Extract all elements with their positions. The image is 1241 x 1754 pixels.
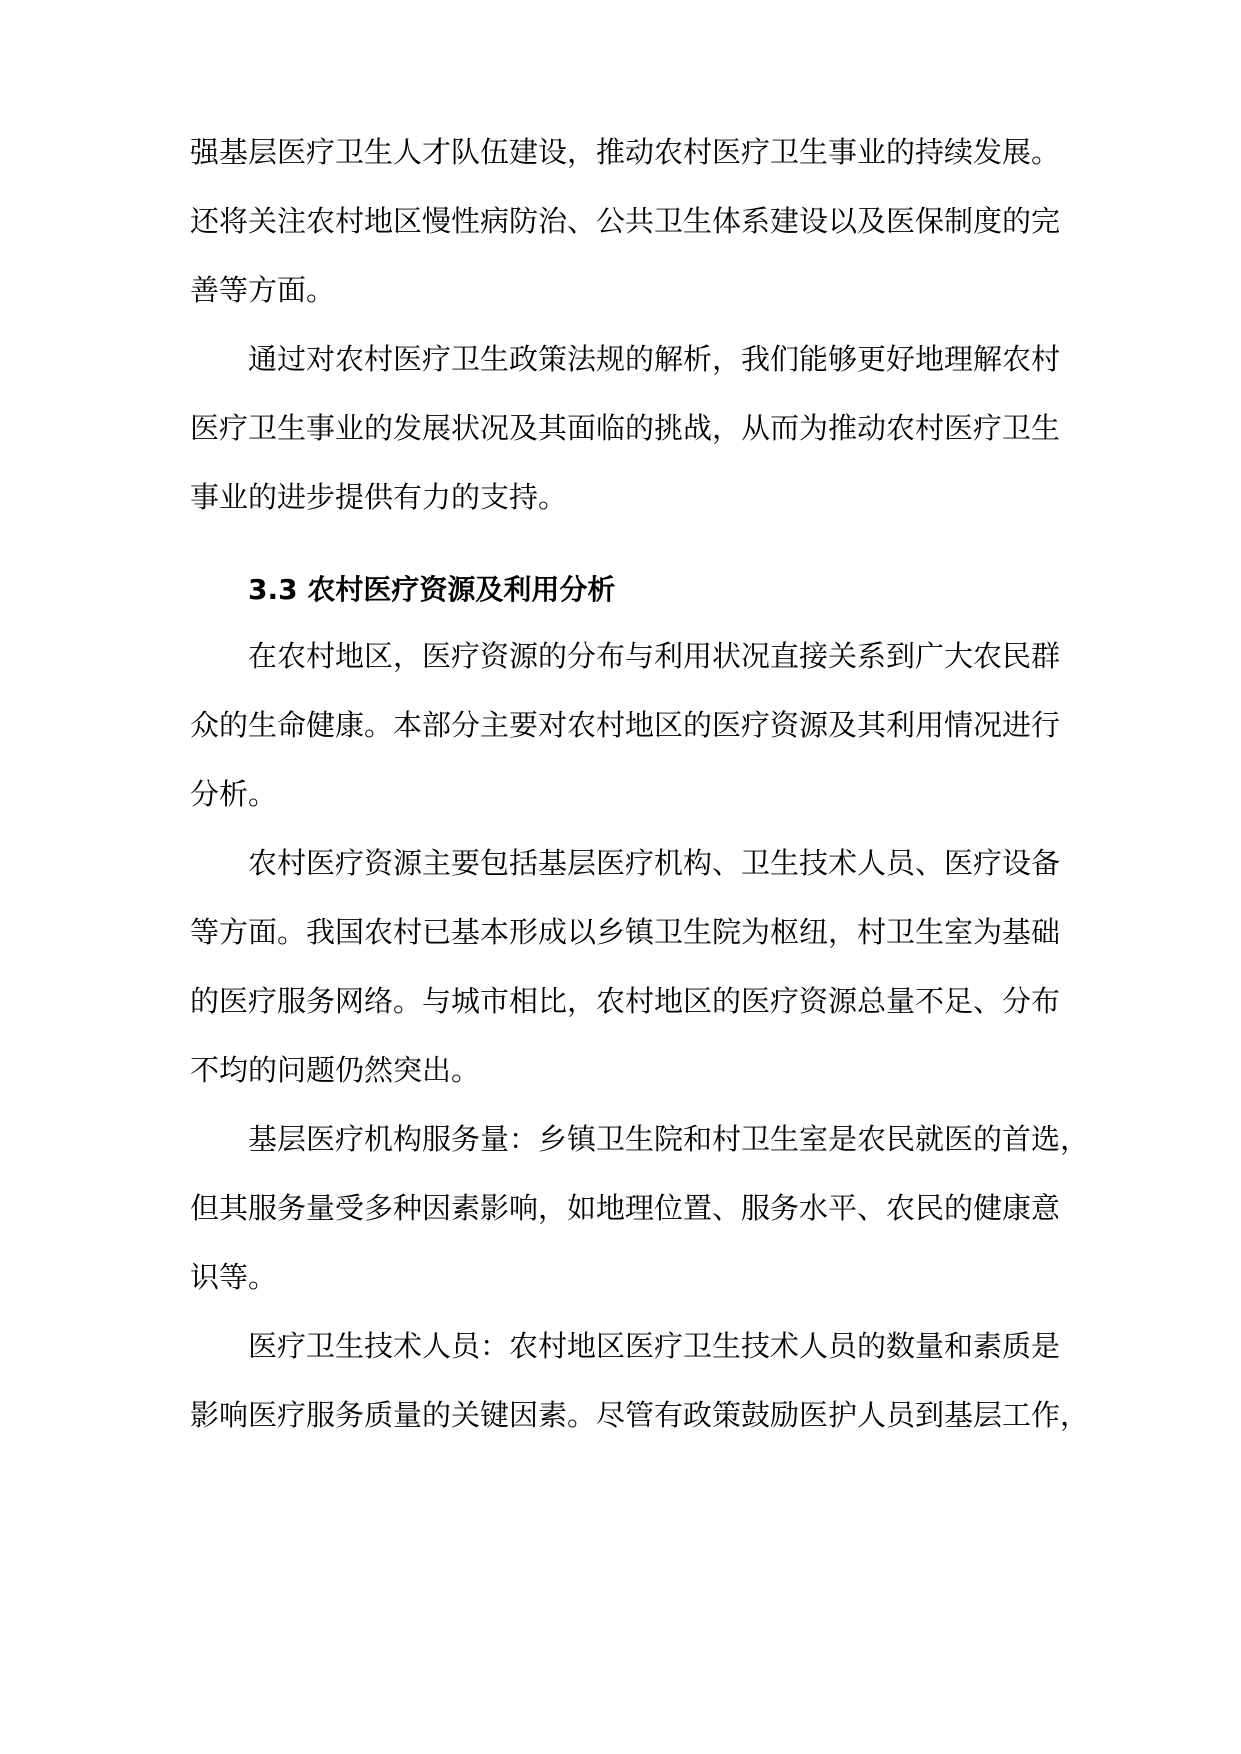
paragraph-line: 善等方面。 bbox=[190, 273, 336, 307]
paragraph-line: 医疗卫生技术人员：农村地区医疗卫生技术人员的数量和素质是 bbox=[248, 1329, 1061, 1363]
section-heading: 3.3 农村医疗资源及利用分析 bbox=[248, 573, 616, 606]
paragraph-line: 事业的进步提供有力的支持。 bbox=[190, 480, 568, 514]
paragraph-line: 强基层医疗卫生人才队伍建设，推动农村医疗卫生事业的持续发展。 bbox=[190, 135, 1061, 169]
paragraph-line: 在农村地区，医疗资源的分布与利用状况直接关系到广大农民群 bbox=[248, 639, 1061, 673]
paragraph-line: 影响医疗服务质量的关键因素。尽管有政策鼓励医护人员到基层工作， bbox=[190, 1398, 1090, 1432]
paragraph-line: 不均的问题仍然突出。 bbox=[190, 1053, 481, 1087]
paragraph-line: 等方面。我国农村已基本形成以乡镇卫生院为枢纽，村卫生室为基础 bbox=[190, 915, 1061, 949]
paragraph-line: 还将关注农村地区慢性病防治、公共卫生体系建设以及医保制度的完 bbox=[190, 204, 1061, 238]
paragraph-line: 通过对农村医疗卫生政策法规的解析，我们能够更好地理解农村 bbox=[248, 342, 1061, 376]
paragraph-line: 的医疗服务网络。与城市相比，农村地区的医疗资源总量不足、分布 bbox=[190, 984, 1061, 1018]
paragraph-line: 分析。 bbox=[190, 777, 278, 811]
paragraph-line: 基层医疗机构服务量：乡镇卫生院和村卫生室是农民就医的首选， bbox=[248, 1122, 1090, 1156]
paragraph-line: 识等。 bbox=[190, 1260, 278, 1294]
paragraph-line: 医疗卫生事业的发展状况及其面临的挑战，从而为推动农村医疗卫生 bbox=[190, 411, 1061, 445]
paragraph-line: 农村医疗资源主要包括基层医疗机构、卫生技术人员、医疗设备 bbox=[248, 846, 1061, 880]
paragraph-line: 但其服务量受多种因素影响，如地理位置、服务水平、农民的健康意 bbox=[190, 1191, 1061, 1225]
paragraph-line: 众的生命健康。本部分主要对农村地区的医疗资源及其利用情况进行 bbox=[190, 708, 1061, 742]
